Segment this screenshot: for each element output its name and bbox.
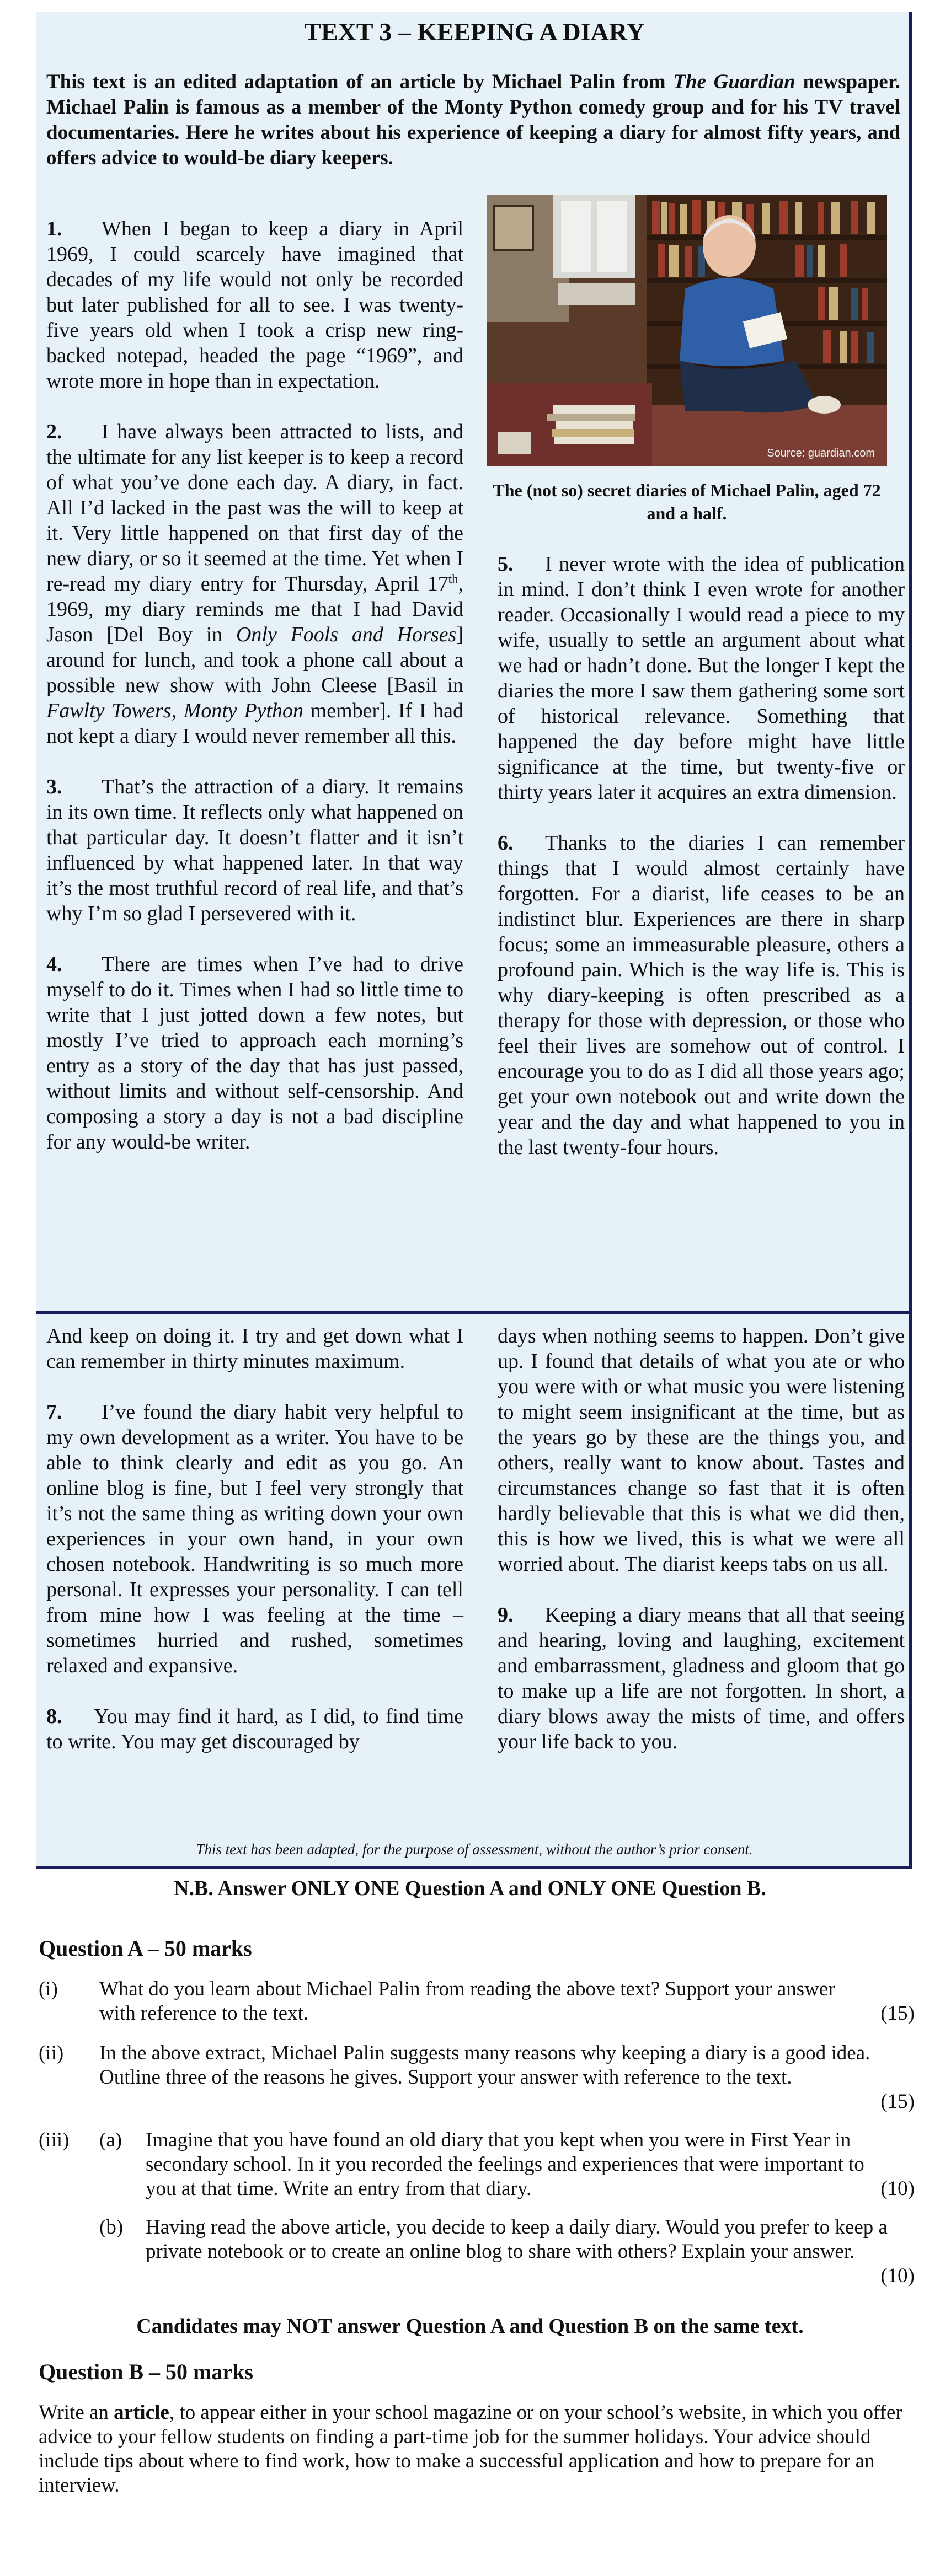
paragraph-9: [498, 1602, 905, 1754]
left-column-bottom: [46, 1323, 463, 1780]
paragraph-number: 3.: [46, 775, 62, 798]
question-a-ii: [39, 2041, 902, 2115]
question-text: Having read the above article, you decide to keep a daily diary. Would you prefer to keep a private notebook or to create an online blog to share with others? Explain your answer.: [146, 2216, 888, 2263]
question-a-iii-b: [39, 2215, 902, 2289]
show-title: Only Fools and Horses: [236, 623, 457, 646]
paragraph-text: Keeping a diary means that all that seeing and hearing, loving and laughing, excitement and embarrassment, gladness and gloom that go to make up a life are not forgotten. In short, a diary blows away the mists of time, and offers your life back to you.: [498, 1603, 905, 1753]
intro-paragraph: [46, 69, 900, 171]
intro-part1: This text is an edited adaptation of an article by Michael Palin from: [46, 71, 674, 93]
question-b-heading: Question B – 50 marks: [39, 2359, 253, 2384]
question-b-keyword: article: [114, 2401, 169, 2424]
question-marks: (10): [880, 2177, 915, 2200]
intro-part2: newspaper. Michael Palin is famous as a member of the Monty Python comedy group and for his TV travel documentaries. Here he writes about his experience of keeping a diary for almost fifty years, and offers advice to would-be diary keepers.: [46, 71, 900, 169]
question-b-body: , to appear either in your school magazine or on your school’s website, in which you offer advice to your fellow students on finding a part-time job for the summer holidays. Your advice should include tips about where to find work, how to make a successful application and how to prepare for an interview.: [39, 2401, 902, 2497]
right-column-bottom: [498, 1323, 905, 1780]
photo-illustration: [487, 195, 887, 466]
question-sublabel: (a): [99, 2129, 122, 2151]
paragraph-number: 8.: [46, 1705, 62, 1728]
question-text: Imagine that you have found an old diary that you kept when you were in First Year in secondary school. In it you recorded the feelings and experiences that were important to you at that time. Write an entry from that diary.: [146, 2129, 864, 2200]
paragraph-text: When I began to keep a diary in April 1969, I could scarcely have imagined that decades of my life would not only be recorded but later published for all to see. I was twenty-five years old when I took a crisp new ring-backed notepad, headed the page “1969”, and wrote more in hope than in expectation.: [46, 217, 463, 393]
paragraph-number: 2.: [46, 420, 62, 443]
paragraph-text: You may find it hard, as I did, to find time to write. You may get discouraged by: [46, 1705, 463, 1753]
paragraph-4-continued: And keep on doing it. I try and get down what I can remember in thirty minutes maximum.: [46, 1324, 463, 1373]
question-label: (iii): [39, 2129, 70, 2151]
left-column-top: [46, 216, 463, 1180]
paragraph-number: 4.: [46, 953, 62, 976]
photo-caption: The (not so) secret diaries of Michael Palin, aged 72 and a half.: [493, 480, 881, 523]
question-a-heading: Question A – 50 marks: [39, 1936, 252, 1961]
photo-credit: Source: guardian.com: [767, 447, 875, 459]
paragraph-2: [46, 419, 463, 749]
paragraph-6: [498, 830, 905, 1160]
question-marks: (15): [880, 2090, 915, 2113]
paragraph-number: 5.: [498, 552, 514, 576]
question-sublabel: (b): [99, 2216, 124, 2239]
question-marks: (15): [880, 2002, 915, 2025]
paragraph-text: , 1969, my diary reminds me that I had David Jason [Del Boy in: [46, 572, 463, 646]
question-text: What do you learn about Michael Palin from reading the above text? Support your answer with reference to the text.: [99, 1978, 835, 2025]
paragraph-4: [46, 952, 463, 1155]
paragraph-text: member]. If I had not kept a diary I would never remember all this.: [46, 699, 463, 748]
paragraph-7: [46, 1399, 463, 1678]
paragraph-text: There are times when I’ve had to drive myself to do it. Times when I had so little time to write that I just jotted down a few notes, but mostly I’ve tried to approach each morning’s entry as a story of the day that has just passed, without limits and without self-censorship. And composing a story a day is not a bad discipline for any would-be writer.: [46, 953, 463, 1153]
question-marks: (10): [880, 2264, 915, 2287]
question-b-text: [39, 2401, 902, 2498]
adaptation-note: This text has been adapted, for the purpose of assessment, without the author’s prior consent.: [196, 1841, 753, 1858]
question-a-iii-a: [39, 2128, 902, 2202]
paragraph-text: I’ve found the diary habit very helpful to my own development as a writer. You have to be able to think clearly and edit as you go. An online blog is fine, but I feel very strongly that it’s not the same thing as writing down your own experiences in your own hand, in your own chosen notebook. Handwriting is so much more personal. It expresses your personality. I can tell from mine how I was feeling at the time – sometimes hurried and rushed, sometimes relaxed and expansive.: [46, 1400, 463, 1677]
paragraph-text: That’s the attraction of a diary. It remains in its own time. It reflects only what happened on that particular day. It doesn’t flatter and it isn’t influenced by what happened later. In that way it’s the most truthful record of real life, and that’s why I’m so glad I persevered with it.: [46, 775, 463, 925]
question-label: (i): [39, 1978, 58, 2000]
paragraph-number: 6.: [498, 831, 514, 855]
superscript: th: [448, 572, 458, 586]
intro-source: The Guardian: [673, 71, 795, 93]
paragraph-text: I never wrote with the idea of publication in mind. I don’t think I even wrote for another reader. Occasionally I would read a piece to my wife, usually to settle an argument about what we had or hadn’t done. But the longer I kept the diaries the more I saw them gathering some sort of historical relevance. Something that happened the day before might have little significance at the time, but twenty-five or thirty years later it acquires an extra dimension.: [498, 552, 905, 804]
show-title: Fawlty Towers, Monty Python: [46, 699, 304, 722]
paragraph-number: 7.: [46, 1400, 62, 1424]
michael-palin-photo: [487, 195, 887, 466]
paragraph-text: I have always been attracted to lists, and the ultimate for any list keeper is to keep a record of what you’ve done each day. A diary, in fact. All I’d lacked in the past was the will to keep at it. Very little happened on that first day of the new diary, or so it seemed at the time. Yet when I re-read my diary entry for Thursday, April 17: [46, 420, 463, 595]
page-title: TEXT 3 – KEEPING A DIARY: [304, 18, 645, 46]
paragraph-8-continued: days when nothing seems to happen. Don’t give up. I found that details of what you ate or who you were with or what music you were listening to might seem insignificant at the time, but as the years go by these are the things you, and others, really want to know about. Tastes and circumstances change so fast that it is often hardly believable that this is what we did then, this is how we lived, this is what we were all worried about. The diarist keeps tabs on us all.: [498, 1324, 905, 1576]
answer-instruction: N.B. Answer ONLY ONE Question A and ONLY ONE Question B.: [174, 1877, 766, 1900]
question-a-i: [39, 1977, 902, 2027]
paragraph-text: ] around for lunch, and took a phone call about a possible new show with John Cleese [Basil in: [46, 623, 463, 697]
paragraph-1: [46, 216, 463, 394]
paragraph-number: 9.: [498, 1603, 514, 1627]
paragraph-8: [46, 1704, 463, 1754]
paragraph-text: Thanks to the diaries I can remember things that I would almost certainly have forgotten. For a diarist, life ceases to be an indistinct blur. Experiences are there in sharp focus; some an immeasurable pleasure, others a profound pain. Which is the way life is. This is why diary-keeping is often prescribed as a therapy for those with depression, or those who feel their lives are somehow out of control. I encourage you to do as I did all those years ago; get your own notebook out and write down the year and the day and what happened to you in the last twenty-four hours.: [498, 831, 905, 1159]
question-b-lead: Write an: [39, 2401, 114, 2424]
question-text: In the above extract, Michael Palin suggests many reasons why keeping a diary is a good idea. Outline three of the reasons he gives. Support your answer with reference to the text.: [99, 2042, 870, 2089]
paragraph-number: 1.: [46, 217, 62, 240]
candidate-warning: Candidates may NOT answer Question A and Question B on the same text.: [136, 2315, 804, 2338]
paragraph-5: [498, 551, 905, 805]
question-label: (ii): [39, 2042, 64, 2064]
paragraph-3: [46, 774, 463, 926]
section-divider: [36, 1311, 912, 1314]
right-column-top: [498, 551, 905, 1185]
